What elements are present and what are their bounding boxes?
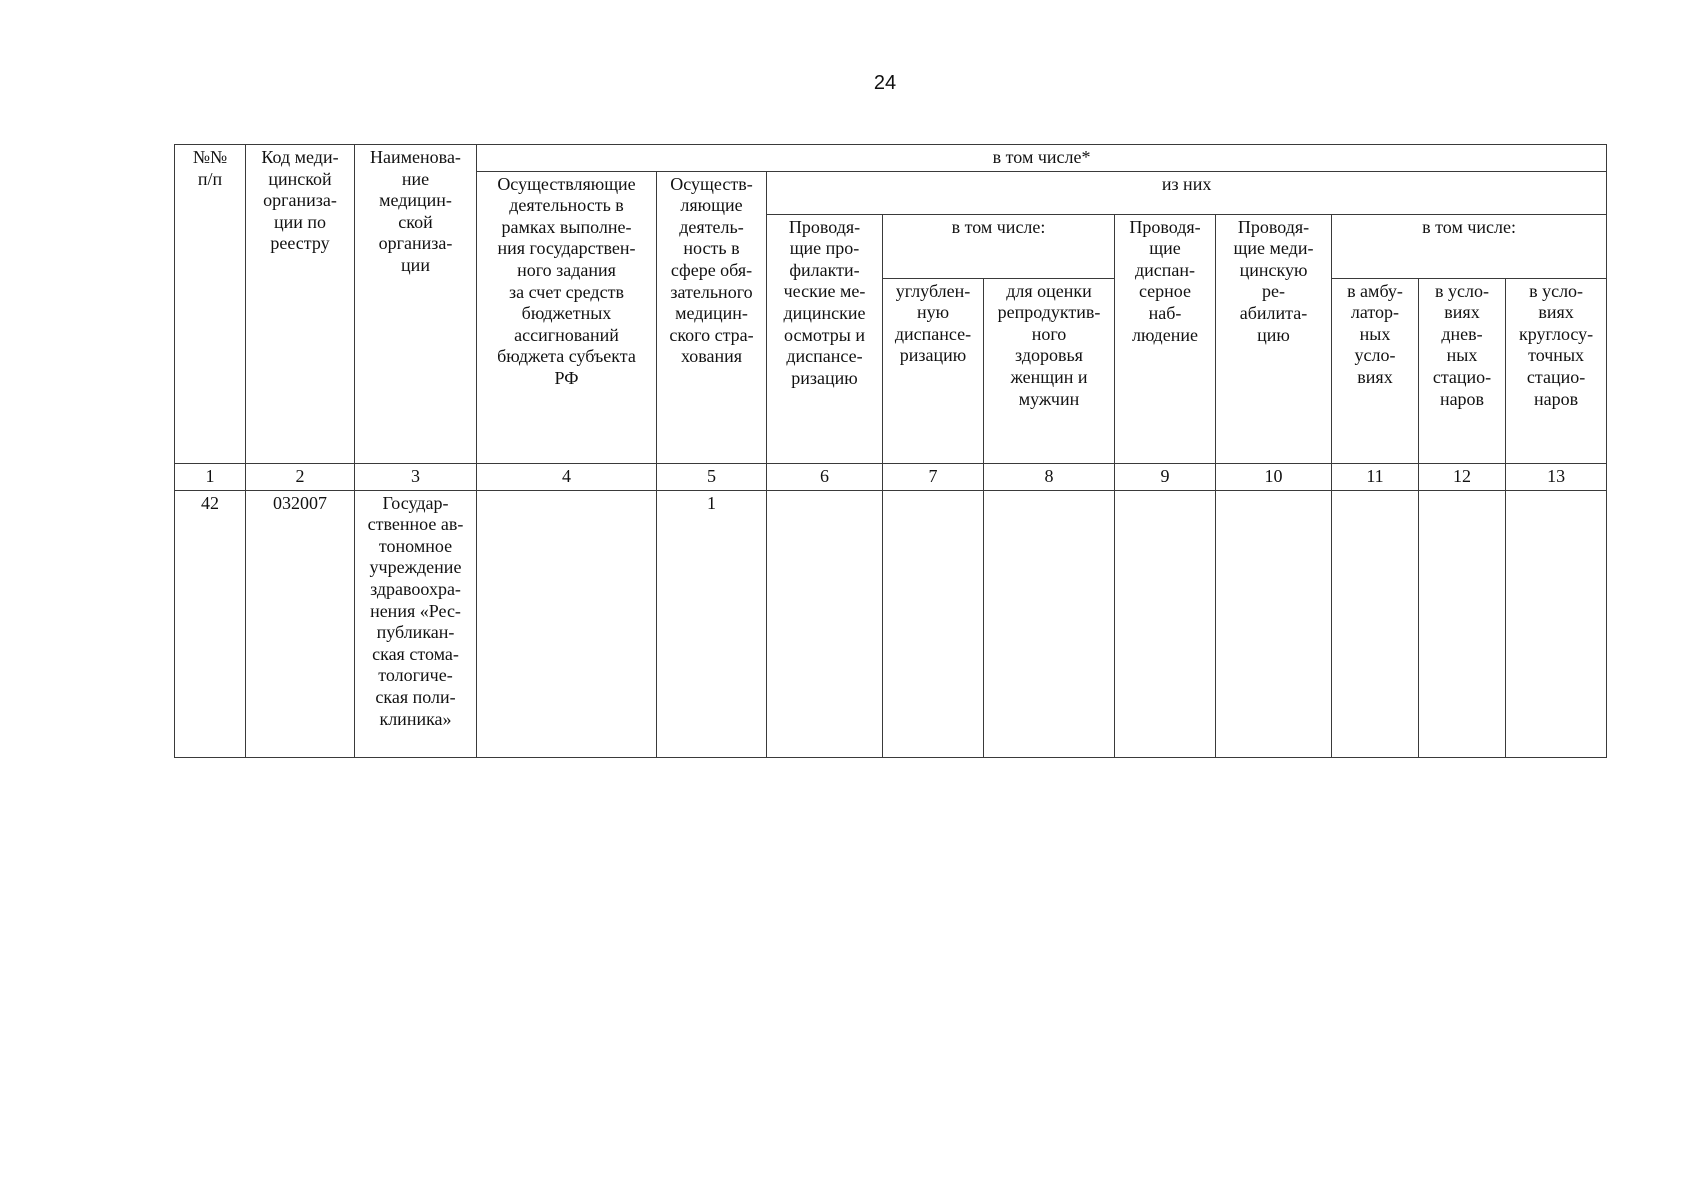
column-number: 10 xyxy=(1216,463,1332,490)
cell-reproductive-health xyxy=(984,490,1115,757)
cell-dispensary-observation xyxy=(1115,490,1216,757)
cell-preventive-exams xyxy=(767,490,883,757)
column-number: 13 xyxy=(1506,463,1607,490)
header-col-2: Код меди- цинской организа- ции по реестру xyxy=(246,145,355,464)
column-number: 2 xyxy=(246,463,355,490)
cell-in-depth-dispensary xyxy=(883,490,984,757)
cell-organization-name: Государ- ственное ав- тономное учреждение здравоохра- нения «Рес- публикан- ская стома- тологиче- ская поли- клиника» xyxy=(355,490,477,757)
column-number-row xyxy=(175,463,1607,490)
cell-day-hospital xyxy=(1419,490,1506,757)
registry-table xyxy=(174,144,1607,758)
header-col-11: в амбу- латор- ных усло- виях xyxy=(1332,278,1419,463)
cell-mandatory-insurance: 1 xyxy=(657,490,767,757)
header-group-of-them: из них xyxy=(767,171,1607,214)
header-col-8: для оценки репродуктив- ного здоровья женщин и мужчин xyxy=(984,278,1115,463)
cell-number: 42 xyxy=(175,490,246,757)
column-number: 7 xyxy=(883,463,984,490)
column-number: 9 xyxy=(1115,463,1216,490)
cell-round-the-clock-hospital xyxy=(1506,490,1607,757)
header-col-1: №№ п/п xyxy=(175,145,246,464)
cell-registry-code: 032007 xyxy=(246,490,355,757)
column-number: 3 xyxy=(355,463,477,490)
table-row xyxy=(175,490,1607,757)
header-group-including-1: в том числе: xyxy=(883,214,1115,278)
header-col-12: в усло- виях днев- ных стацио- наров xyxy=(1419,278,1506,463)
header-group-including-2: в том числе: xyxy=(1332,214,1607,278)
page-number: 24 xyxy=(873,72,897,94)
column-number: 6 xyxy=(767,463,883,490)
header-col-9: Проводя- щие диспан- серное наб- людение xyxy=(1115,214,1216,463)
cell-state-assignment xyxy=(477,490,657,757)
header-col-7: углублен- ную диспансе- ризацию xyxy=(883,278,984,463)
column-number: 5 xyxy=(657,463,767,490)
column-number: 11 xyxy=(1332,463,1419,490)
header-col-10: Проводя- щие меди- цинскую ре- абилита- цию xyxy=(1216,214,1332,463)
header-col-4: Осуществляющие деятельность в рамках выполне- ния государствен- ного задания за счет средств бюджетных ассигнований бюджета субъекта РФ xyxy=(477,171,657,463)
cell-outpatient xyxy=(1332,490,1419,757)
header-col-13: в усло- виях круглосу- точных стацио- наров xyxy=(1506,278,1607,463)
header-col-6: Проводя- щие про- филакти- ческие ме- дицинские осмотры и диспансе- ризацию xyxy=(767,214,883,463)
column-number: 4 xyxy=(477,463,657,490)
column-number: 1 xyxy=(175,463,246,490)
cell-rehabilitation xyxy=(1216,490,1332,757)
header-col-3: Наименова- ние медицин- ской организа- ции xyxy=(355,145,477,464)
column-number: 12 xyxy=(1419,463,1506,490)
header-col-5: Осуществ- ляющие деятель- ность в сфере обя- зательного медицин- ского стра- хования xyxy=(657,171,767,463)
header-row-1 xyxy=(175,145,1607,172)
column-number: 8 xyxy=(984,463,1115,490)
header-group-including: в том числе* xyxy=(477,145,1607,172)
